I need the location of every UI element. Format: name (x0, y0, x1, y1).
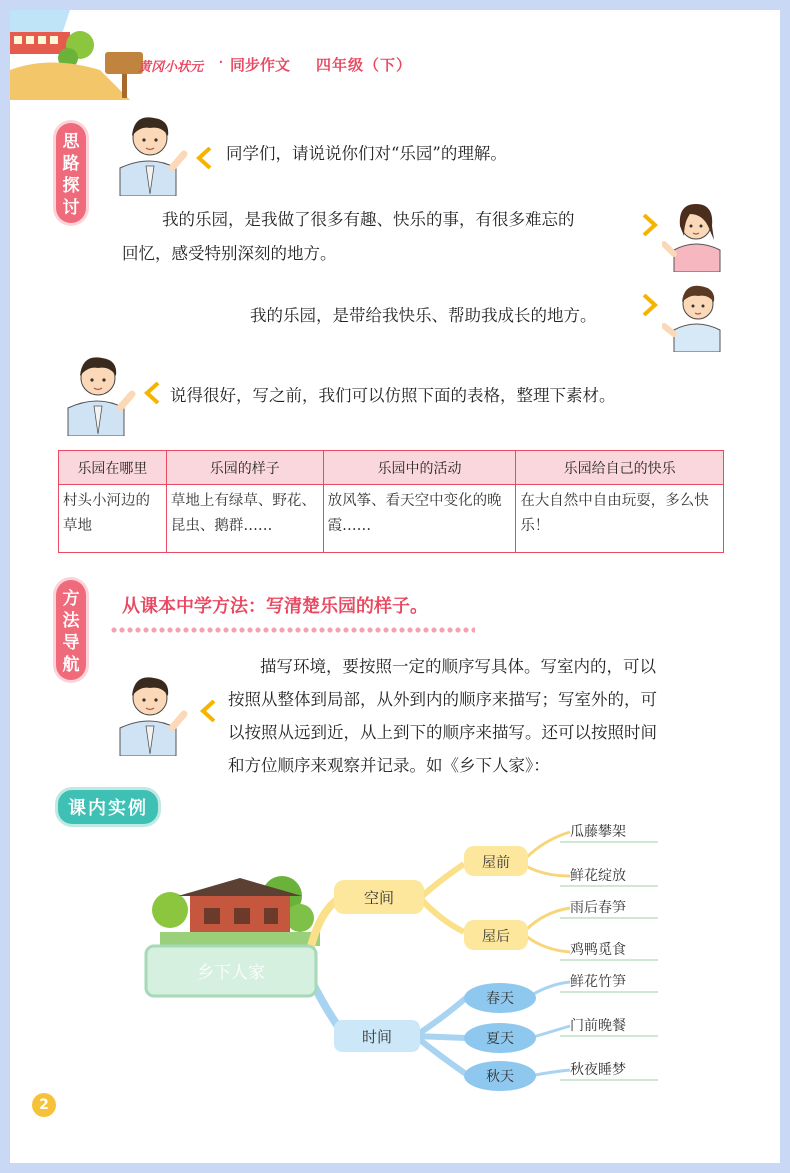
table-cell: 放风筝、看天空中变化的晚霞…… (323, 485, 516, 553)
tab-char: 航 (62, 655, 80, 675)
tab-char: 方 (62, 589, 80, 609)
branch-space: 空间 (363, 889, 395, 907)
method-paragraph (228, 650, 728, 782)
boy-speech: 我的乐园，是带给我快乐、帮助我成长的地方。 (250, 306, 597, 325)
page-number: 2 (32, 1093, 56, 1117)
node-autumn: 秋天 (486, 1069, 514, 1085)
header-illustration (10, 10, 150, 100)
speech-chevron-icon (196, 147, 212, 169)
table-header: 乐园中的活动 (323, 451, 516, 485)
tab-discussion (56, 123, 86, 223)
series-title: 同步作文 (230, 56, 291, 74)
leaf-text: 鲜花绽放 (570, 868, 626, 884)
paragraph-line: 描写环境，要按照一定的顺序写具体。写室内的，可以 (260, 657, 656, 676)
house-icon (152, 876, 320, 946)
paragraph-line: 和方位顺序来观察并记录。如《乡下人家》： (228, 756, 550, 775)
boy-icon (662, 272, 732, 352)
node-spring: 春天 (486, 991, 514, 1007)
header (10, 10, 780, 90)
girl-speech-line-b: 回忆，感受特别深刻的地方。 (122, 244, 337, 263)
paragraph-line: 按照从整体到局部，从外到内的顺序来描写；写室外的，可 (228, 690, 657, 709)
tab-char: 思 (62, 132, 80, 152)
teacher-icon (58, 346, 138, 436)
node-front: 屋前 (482, 855, 510, 871)
speech-chevron-icon (642, 294, 658, 316)
separator-dot: · (218, 52, 224, 73)
leaf-text: 门前晚餐 (570, 1018, 626, 1034)
node-summer: 夏天 (486, 1031, 514, 1047)
leaf-text: 鲜花竹笋 (570, 974, 626, 990)
root-node: 乡下人家 (197, 963, 265, 983)
table-header-row (59, 451, 724, 485)
speech-chevron-icon (642, 214, 658, 236)
example-title: 课内实例 (58, 790, 158, 824)
speech-chevron-icon (200, 700, 216, 722)
speech-chevron-icon (144, 382, 160, 404)
tab-char: 导 (62, 633, 80, 653)
teacher-speech-1: 同学们，请说说你们对“乐园”的理解。 (226, 144, 507, 163)
material-table (58, 450, 724, 553)
table-row (59, 485, 724, 553)
leaf-text: 秋夜睡梦 (570, 1062, 626, 1078)
table-header: 乐园的样子 (166, 451, 323, 485)
tab-char: 路 (62, 154, 80, 174)
branch-time: 时间 (361, 1028, 393, 1046)
girl-icon (662, 192, 732, 272)
tab-char: 探 (62, 176, 80, 196)
table-cell: 村头小河边的草地 (59, 485, 167, 553)
paragraph-line: 以按照从远到近，从上到下的顺序来描写。还可以按照时间 (228, 723, 657, 742)
teacher-icon (110, 106, 190, 196)
girl-speech-line-a: 我的乐园，是我做了很多有趣、快乐的事，有很多难忘的 (162, 210, 575, 229)
mind-map (130, 800, 670, 1100)
table-header: 乐园在哪里 (59, 451, 167, 485)
grade-label: 四年级（下） (316, 56, 413, 74)
leaf-text: 鸡鸭觅食 (570, 942, 626, 958)
tab-char: 讨 (62, 198, 80, 218)
teacher-speech-2: 说得很好，写之前，我们可以仿照下面的表格，整理下素材。 (170, 386, 616, 405)
table-cell: 在大自然中自由玩耍，多么快乐！ (516, 485, 724, 553)
tab-method (56, 580, 86, 680)
teacher-icon (110, 666, 190, 756)
method-title: 从课本中学方法：写清楚乐园的样子。 (122, 596, 428, 617)
table-cell: 草地上有绿草、野花、昆虫、鹅群…… (166, 485, 323, 553)
leaf-text: 瓜藤攀架 (570, 824, 626, 840)
tab-char: 法 (62, 611, 80, 631)
leaf-text: 雨后春笋 (570, 900, 626, 916)
dotted-divider (110, 626, 475, 634)
table-header: 乐园给自己的快乐 (516, 451, 724, 485)
brand-logo: 黄冈小状元 (138, 60, 204, 75)
page (10, 10, 780, 1163)
node-back: 屋后 (482, 929, 510, 945)
